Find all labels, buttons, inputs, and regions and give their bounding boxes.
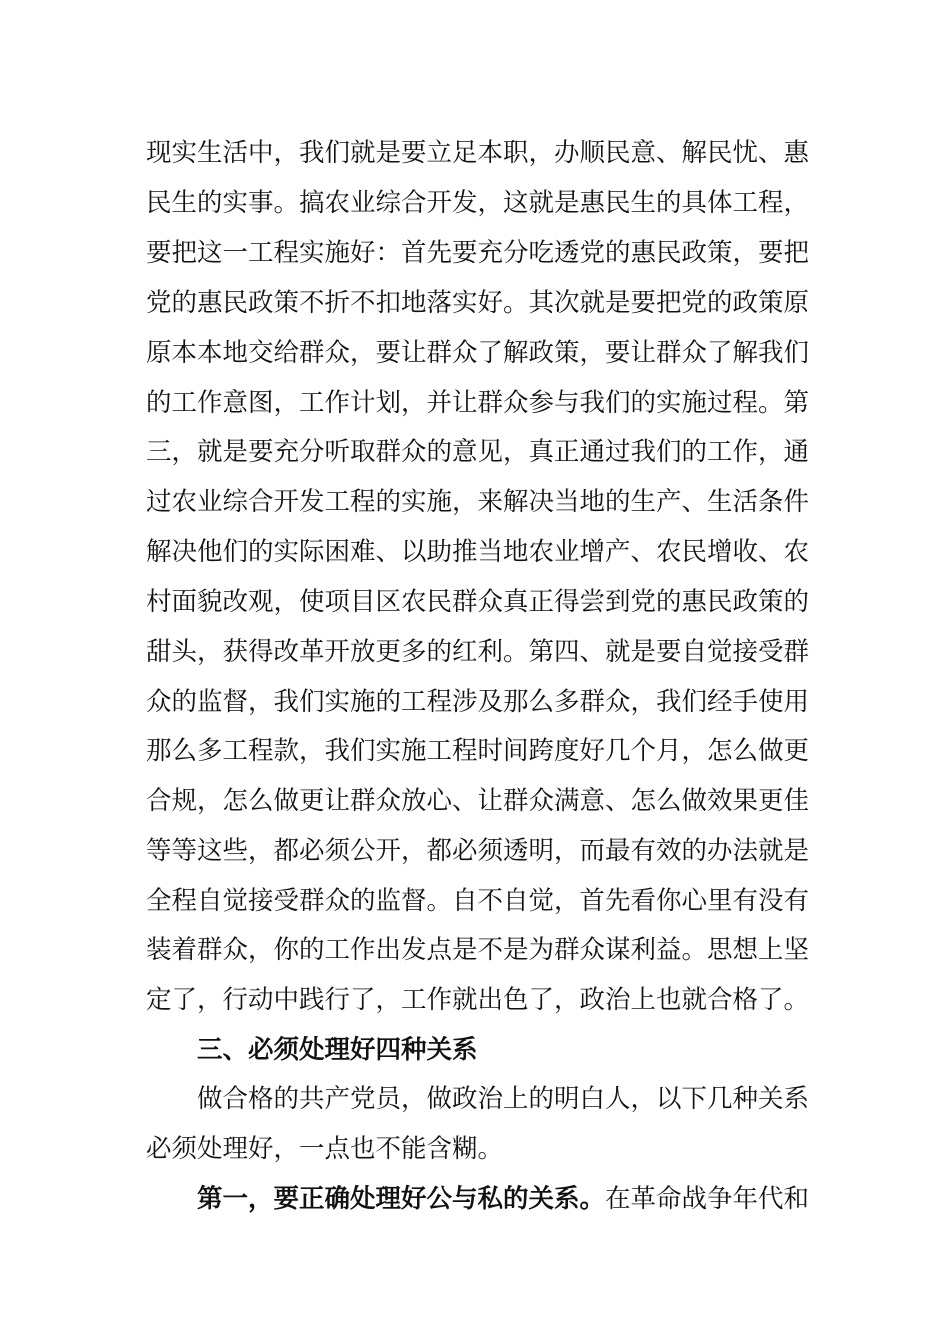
paragraph-line: 党的惠民政策不折不扣地落实好。其次就是要把党的政策原 — [146, 288, 810, 318]
paragraph-line: 解决他们的实际困难、以助推当地农业增产、农民增收、农 — [146, 537, 810, 567]
paragraph-line: 那么多工程款，我们实施工程时间跨度好几个月，怎么做更 — [146, 736, 810, 766]
paragraph-line: 村面貌改观，使项目区农民群众真正得尝到党的惠民政策的 — [146, 587, 810, 617]
paragraph-line: 全程自觉接受群众的监督。自不自觉，首先看你心里有没有 — [146, 886, 810, 916]
paragraph-line: 必须处理好，一点也不能含糊。 — [146, 1134, 504, 1164]
paragraph-line: 装着群众，你的工作出发点是不是为群众谋利益。思想上坚 — [146, 935, 810, 965]
paragraph-line — [197, 1179, 810, 1219]
paragraph-line: 过农业综合开发工程的实施，来解决当地的生产、生活条件 — [146, 487, 810, 517]
paragraph-text: 在革命战争年代和 — [605, 1184, 810, 1214]
paragraph-line: 要把这一工程实施好：首先要充分吃透党的惠民政策，要把 — [146, 238, 810, 268]
paragraph-line: 众的监督，我们实施的工程涉及那么多群众，我们经手使用 — [146, 687, 810, 717]
paragraph-line: 原本本地交给群众，要让群众了解政策，要让群众了解我们 — [146, 338, 810, 368]
paragraph-line: 民生的实事。搞农业综合开发，这就是惠民生的具体工程， — [146, 188, 810, 218]
paragraph-line: 合规，怎么做更让群众放心、让群众满意、怎么做效果更佳 — [146, 786, 810, 816]
paragraph-line: 等等这些，都必须公开，都必须透明，而最有效的办法就是 — [146, 836, 810, 866]
paragraph-line: 的工作意图，工作计划，并让群众参与我们的实施过程。第 — [146, 388, 810, 418]
paragraph-line: 三，就是要充分听取群众的意见，真正通过我们的工作，通 — [146, 437, 810, 467]
paragraph-line: 现实生活中，我们就是要立足本职，办顺民意、解民忧、惠 — [146, 138, 810, 168]
section-heading: 三、必须处理好四种关系 — [197, 1035, 478, 1065]
paragraph-line: 甜头，获得改革开放更多的红利。第四、就是要自觉接受群 — [146, 637, 810, 667]
bold-lead-text: 第一，要正确处理好公与私的关系。 — [197, 1184, 606, 1214]
paragraph-line: 做合格的共产党员，做政治上的明白人，以下几种关系 — [197, 1084, 810, 1114]
paragraph-line: 定了，行动中践行了，工作就出色了，政治上也就合格了。 — [146, 985, 810, 1015]
